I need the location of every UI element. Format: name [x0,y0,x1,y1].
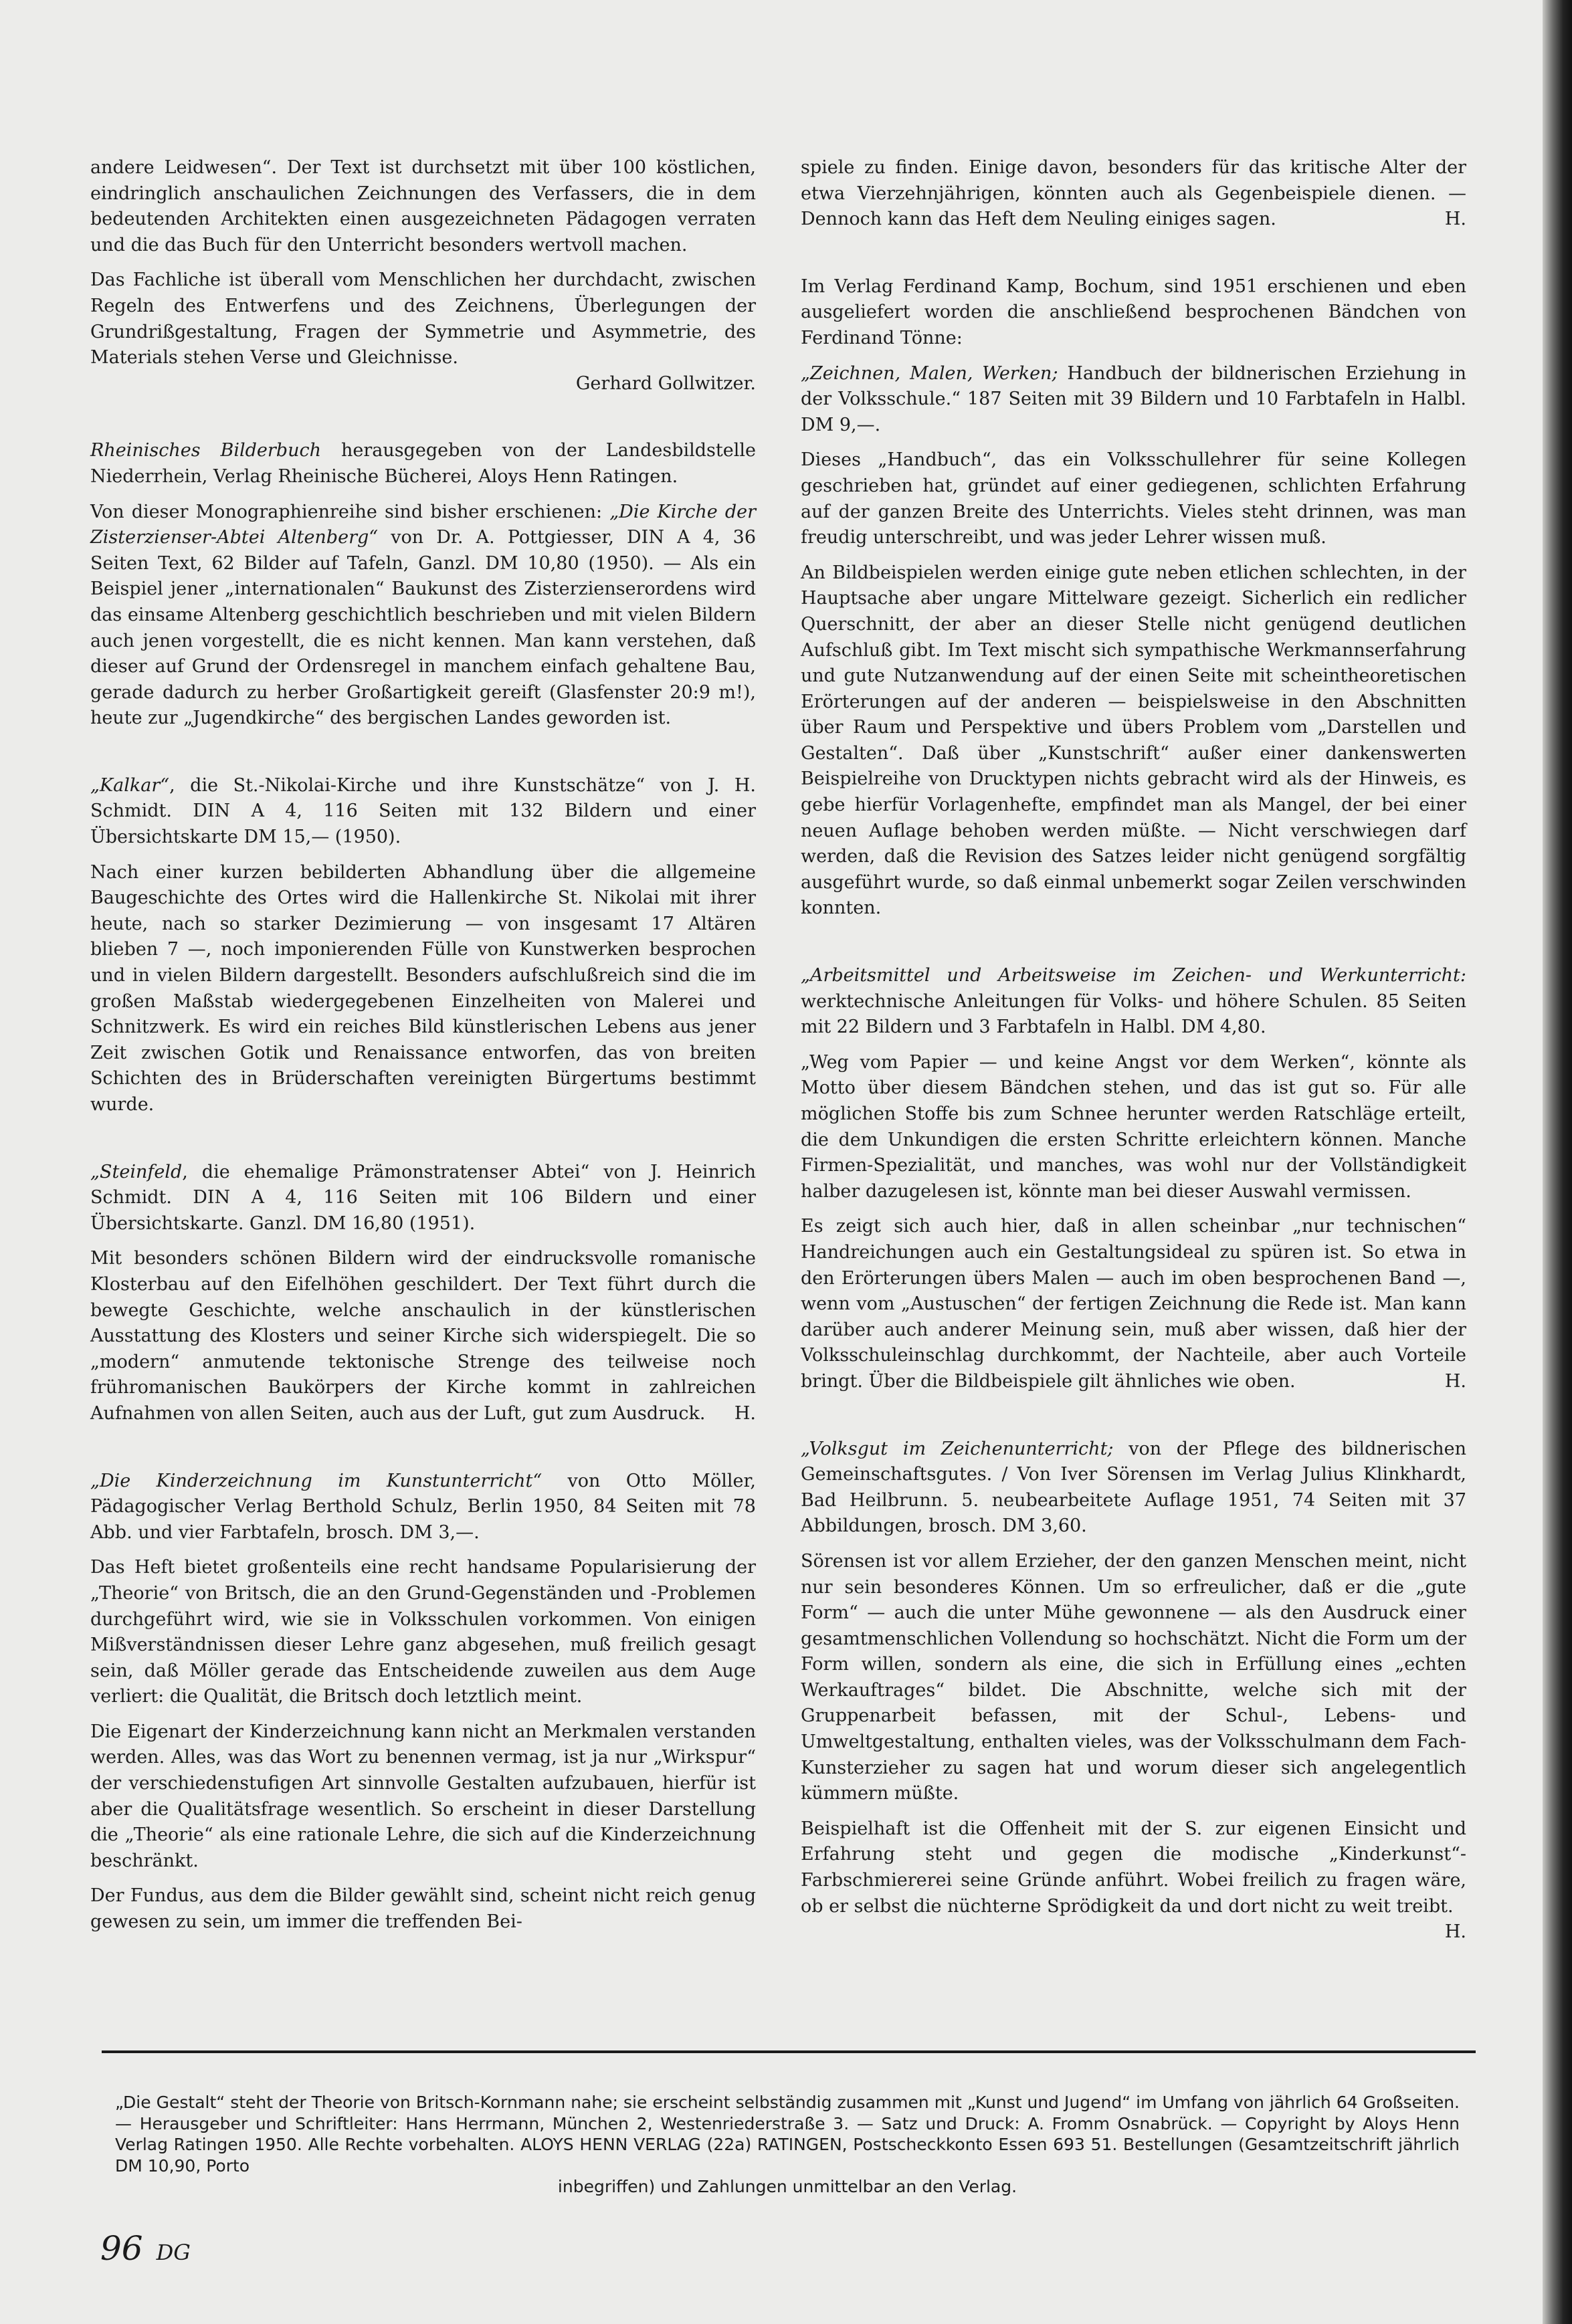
review-signature: H. [1444,1370,1466,1392]
review-paragraph: Die Eigenart der Kinderzeichnung kann nicht an Merkmalen verstanden werden. Alles, was das Wort zu benennen vermag, ist ja nur „Wirkspur“ der verschiedenstufigen Art sinnvolle Gestalten aufzubauen, hierfür ist aber die Qualitätsfrage wesentlich. So erscheint in dieser Darstellung die „Theorie“ als eine rationale Lehre, die sich auf die Kinderzeichnung beschränkt. [90,1721,756,1871]
footer-divider [102,2050,1476,2053]
review-signature: Gerhard Gollwitzer. [575,373,756,394]
review-heading-volksgut: „Volksgut im Zeichenunterricht; von der Pflege des bildnerischen Gemeinschaftsgutes. / Von Iver Sörensen im Verlag Julius Klinkhardt, Bad Heilbrunn. 5. neubearbeitete Auflage 1951, 74 Seiten mit 37 Abbildungen, brosch. DM 3,60. [801,1438,1466,1537]
left-column [90,155,756,1935]
book-title: „Arbeitsmittel und Arbeitsweise im Zeichen- und Werkunterricht: [801,965,1466,986]
review-signature: H. [1444,209,1466,230]
review-paragraph: Von dieser Monographienreihe sind bisher erschienen: „Die Kirche der Zisterzienser-Abtei Altenberg“ von Dr. A. Pottgiesser, DIN A 4, 36 Seiten Text, 62 Bilder auf Tafeln, Ganzl. DM 10,80 (1950). — Als ein Beispiel jener „internationalen“ Baukunst des Zisterzienserordens wird das einsame Altenberg geschichtlich beschrieben und mit vielen Bildern auch jenen vorgestellt, die es nicht kennen. Man kann verstehen, daß dieser auf Grund der Ordensregel in manchem einfach gehaltene Bau, gerade dadurch zu herber Großartigkeit gereift (Glasfenster 20:9 m!), heute zur „Jugendkirche“ des bergischen Landes geworden ist. [90,501,756,729]
publisher-intro-paragraph: Im Verlag Ferdinand Kamp, Bochum, sind 1951 erschienen und eben ausgeliefert worden die anschließend besprochenen Bändchen von Ferdinand Tönne: [801,276,1466,348]
review-heading-zeichnen-malen-werken: „Zeichnen, Malen, Werken; Handbuch der bildnerischen Erziehung in der Volksschule.“ 187 Seiten mit 39 Bildern und 10 Farbtafeln in Halbl. DM 9,—. [801,362,1466,435]
review-continuation-paragraph: spiele zu finden. Einige davon, besonders für das kritische Alter der etwa Vierzehnjährigen, könnten auch als Gegenbeispiele dienen. — Dennoch kann das Heft dem Neuling einiges sagen. H. [801,155,1466,233]
publisher-imprint [115,2092,1460,2198]
book-title: „Steinfeld [90,1161,183,1182]
book-title: Rheinisches Bilderbuch [90,440,321,461]
review-heading-arbeitsmittel: „Arbeitsmittel und Arbeitsweise im Zeichen- und Werkunterricht: werktechnische Anleitungen für Volks- und höhere Schulen. 85 Seiten mit 22 Bildern und 3 Farbtafeln in Halbl. DM 4,80. [801,965,1466,1038]
review-signature: H. [1444,1921,1466,1943]
review-heading-kinderzeichnung: „Die Kinderzeichnung im Kunstunterricht“ von Otto Möller, Pädagogischer Verlag Berthold Schulz, Berlin 1950, 84 Seiten mit 78 Abb. und vier Farbtafeln, brosch. DM 3,—. [90,1470,756,1543]
right-column [801,155,1466,1945]
page-folio [100,2230,191,2271]
journal-abbreviation: DG [156,2240,191,2265]
review-paragraph: Beispielhaft ist die Offenheit mit der S. zur eigenen Einsicht und Erfahrung steht und gegen die modische „Kinderkunst“-Farbschmiererei seine Gründe anführt. Wobei freilich zu fragen wäre, ob er selbst die nüchterne Sprödigkeit da und dort nicht zu weit treibt. H. [801,1816,1466,1919]
book-title: „Kalkar“ [90,774,170,796]
review-paragraph: Sörensen ist vor allem Erzieher, der den ganzen Menschen meint, nicht nur sein besonderes Können. Um so erfreulicher, daß er die „gute Form“ — auch die unter Mühe gewonnene — als den Ausdruck einer gesamtmenschlichen Vollendung so hochschätzt. Nicht die Form um der Form willen, sondern als eine, die sich in Erfüllung eines „echten Werkauftrages“ bildet. Die Abschnitte, welche sich mit der Gruppenarbeit befassen, mit der Schul-, Lebens- und Umweltgestaltung, enthalten vieles, was der Volksschulmann dem Fach-Kunsterzieher zu sagen hat und worum dieser sich angelegentlich kümmern müßte. [801,1550,1466,1804]
review-heading-kalkar: „Kalkar“, die St.-Nikolai-Kirche und ihre Kunstschätze“ von J. H. Schmidt. DIN A 4, 116 Seiten mit 132 Bildern und einer Übersichtskarte DM 15,— (1950). [90,774,756,848]
review-heading-rheinisches-bilderbuch: Rheinisches Bilderbuch herausgegeben von der Landesbildstelle Niederrhein, Verlag Rheinische Bücherei, Aloys Henn Ratingen. [90,440,756,487]
review-paragraph: Das Heft bietet großenteils eine recht handsame Popularisierung der „Theorie“ von Britsch, die an den Grund-Gegenständen und -Problemen durchgeführt wird, wie sie in Volksschulen vorkommen. Von einigen Mißverständnissen dieser Lehre ganz abgesehen, muß freilich gesagt sein, daß Möller gerade das Entscheidende zuweilen aus dem Auge verliert: die Qualität, die Britsch doch letztlich meint. [90,1557,756,1707]
book-title: „Die Kinderzeichnung im Kunstunterricht“ [90,1470,543,1491]
imprint-text: „Die Gestalt“ steht der Theorie von Britsch-Kornmann nahe; sie erscheint selbständig zusammen mit „Kunst und Jugend“ im Umfang von jährlich 64 Großseiten. — Herausgeber und Schriftleiter: Hans Herrmann, München 2, Westenriederstraße 3. — Satz und Druck: A. Fromm Osnabrück. — Copyright by Aloys Henn Verlag Ratingen 1950. Alle Rechte vorbehalten. ALOYS HENN VERLAG (22a) RATINGEN, Postscheckkonto Essen 693 51. Bestellungen (Gesamtzeitschrift jährlich DM 10,90, Porto [115,2093,1460,2176]
review-paragraph: Das Fachliche ist überall vom Menschlichen her durchdacht, zwischen Regeln des Entwerfens und des Zeichnens, Überlegungen der Grundrißgestaltung, Fragen der Symmetrie und Asymmetrie, des Materials stehen Verse und Gleichnisse. Gerhard Gollwitzer. [90,268,756,397]
review-continuation-paragraph: andere Leidwesen“. Der Text ist durchsetzt mit über 100 köstlichen, eindringlich anschaulichen Zeichnungen des Verfassers, die in dem bedeutenden Architekten einen ausgezeichneten Pädagogen verraten und die das Buch für den Unterricht besonders wertvoll machen. [90,157,756,255]
review-paragraph: Es zeigt sich auch hier, daß in allen scheinbar „nur technischen“ Handreichungen auch ein Gestaltungsideal zu spüren ist. So etwa in den Erörterungen übers Malen — auch im oben besprochenen Band —, wenn vom „Austuschen“ der fertigen Zeichnung die Rede ist. Man kann darüber auch anderer Meinung sein, muß aber wissen, daß hier der Volksschuleinschlag durchkommt, der Nachteile, aber auch Vorteile bringt. Über die Bildbeispiele gilt ähnliches wie oben. H. [801,1214,1466,1394]
book-title: „Volksgut im Zeichenunterricht; [801,1438,1114,1459]
review-paragraph: „Weg vom Papier — und keine Angst vor dem Werken“, könnte als Motto über diesem Bändchen stehen, und das ist gut so. Für alle möglichen Stoffe bis zum Schnee herunter werden Ratschläge erteilt, die dem Unkundigen die ersten Schritte erleichtern können. Manche Firmen-Spezialität, und manches, was wohl nur der Vollständigkeit halber dazugelesen ist, könnte man bei dieser Auswahl vermissen. [801,1051,1466,1202]
review-heading-steinfeld: „Steinfeld, die ehemalige Prämonstratenser Abtei“ von J. Heinrich Schmidt. DIN A 4, 116 Seiten mit 106 Bildern und einer Übersichtskarte. Ganzl. DM 16,80 (1951). [90,1161,756,1234]
page-number: 96 [100,2229,143,2268]
review-paragraph: Mit besonders schönen Bildern wird der eindrucksvolle romanische Klosterbau auf den Eifelhöhen geschildert. Der Text führt durch die bewegte Geschichte, welche anschaulich in der künstlerischen Ausstattung des Klosters und seiner Kirche sich widerspiegelt. Die so „modern“ anmutende tektonische Strenge des teilweise noch frühromanischen Baukörpers der Kirche kommt in zahlreichen Aufnahmen von allen Seiten, auch aus der Luft, gut zum Ausdruck. H. [90,1246,756,1427]
review-paragraph: Nach einer kurzen bebilderten Abhandlung über die allgemeine Baugeschichte des Ortes wird die Hallenkirche St. Nikolai mit ihrer heute, nach so starker Dezimierung — von insgesamt 17 Altären blieben 7 —, noch imponierenden Fülle von Kunstwerken besprochen und in vielen Bildern dargestellt. Besonders aufschlußreich sind die im großen Maßstab wiedergegebenen Einzelheiten von Malerei und Schnitzwerk. Es wird ein reiches Bild künstlerischen Lebens aus jener Zeit zwischen Gotik und Renaissance entworfen, das von breiten Schichten des in Brüderschaften vereinigten Bürgertums bestimmt wurde. [90,861,756,1115]
review-paragraph: Der Fundus, aus dem die Bilder gewählt sind, scheint nicht reich genug gewesen zu sein, um immer die treffenden Bei- [90,1885,756,1933]
imprint-last-line: inbegriffen) und Zahlungen unmittelbar an den Verlag. [557,2177,1017,2196]
review-paragraph: Dieses „Handbuch“, das ein Volksschullehrer für seine Kollegen geschrieben hat, gründet auf einer gediegenen, schlichten Erfahrung auf der ganzen Breite des Unterrichts. Vieles steht drinnen, was man freudig unterschreibt, und was jeder Lehrer wissen muß. [801,449,1466,548]
book-title: „Zeichnen, Malen, Werken; [801,362,1058,384]
book-spine-shadow [1543,0,1572,2324]
review-signature: H. [734,1402,756,1424]
review-paragraph: An Bildbeispielen werden einige gute neben etlichen schlechten, in der Hauptsache aber ungare Mittelware gezeigt. Sicherlich ein redlicher Querschnitt, der aber an dieser Stelle nicht genügend deutlichen Aufschluß gibt. Im Text mischt sich sympathische Werkmannserfahrung und gute Nutzanwendung auf der einen Seite mit scheintheoretischen Erörterungen auf der anderen — beispielsweise in den Abschnitten über Raum und Perspektive und übers Problem vom „Darstellen und Gestalten“. Daß über „Kunstschrift“ außer einer dankenswerten Beispielreihe von Drucktypen nichts gebracht wird als der Hinweis, es gebe hierfür Vorlagenhefte, empfindet man als Mangel, der bei einer neuen Auflage behoben werden müßte. — Nicht verschwiegen darf werden, daß die Revision des Satzes leider nicht genügend sorgfältig ausgeführt wurde, so daß einmal unbemerkt sogar Zeilen verschwinden konnten. [801,562,1466,919]
book-title: „Die Kirche der Zisterzienser-Abtei Altenberg“ [90,501,756,548]
